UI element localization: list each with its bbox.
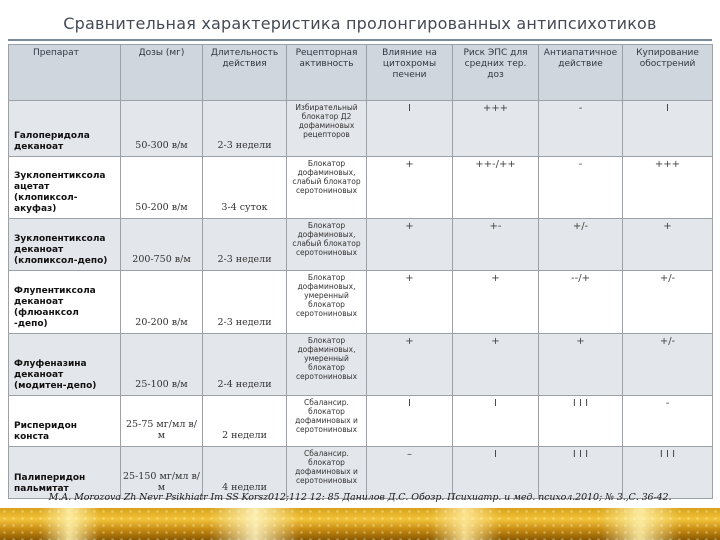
header-cyp: Влияние на цитохромы печени	[367, 45, 453, 101]
apathy-cell: --/+	[539, 271, 623, 334]
cyp-cell: +	[367, 219, 453, 271]
dose-cell: 20-200 в/м	[121, 271, 203, 334]
apathy-cell: +/-	[539, 219, 623, 271]
receptor-cell: Блокатор дофаминовых, умеренный блокатор серотониновых	[287, 271, 367, 334]
table-row	[9, 447, 713, 499]
header-dose: Дозы (мг)	[121, 45, 203, 101]
eps-cell: +	[453, 334, 539, 396]
exacerbation-cell: -	[623, 396, 713, 447]
drug-name: Флупентиксола деканоат (флюанксол -депо)	[9, 271, 121, 334]
receptor-cell: Избирательный блокатор Д2 дофаминовых рецепторов	[287, 101, 367, 157]
header-duration: Длительность действия	[203, 45, 287, 101]
header-exacerbation: Купирование обострений	[623, 45, 713, 101]
header-receptor: Рецепторная активность	[287, 45, 367, 101]
apathy-cell: I I I	[539, 396, 623, 447]
duration-cell: 2-4 недели	[203, 334, 287, 396]
drug-name: Галоперидола деканоат	[9, 101, 121, 157]
decorative-banner	[0, 508, 720, 540]
cyp-cell: –	[367, 447, 453, 499]
apathy-cell: -	[539, 157, 623, 219]
dose-cell: 200-750 в/м	[121, 219, 203, 271]
exacerbation-cell: I	[623, 101, 713, 157]
eps-cell: +++	[453, 101, 539, 157]
eps-cell: I	[453, 396, 539, 447]
dose-cell: 50-200 в/м	[121, 157, 203, 219]
duration-cell: 4 недели	[203, 447, 287, 499]
cyp-cell: +	[367, 271, 453, 334]
duration-cell: 2-3 недели	[203, 271, 287, 334]
exacerbation-cell: I I I	[623, 447, 713, 499]
apathy-cell: -	[539, 101, 623, 157]
dose-cell: 25-150 мг/мл в/м	[121, 447, 203, 499]
receptor-cell: Сбалансир. блокатор дофаминовых и серотониновых	[287, 447, 367, 499]
dose-cell: 25-75 мг/мл в/м	[121, 396, 203, 447]
header-apathy: Антиапатичное действие	[539, 45, 623, 101]
table-row	[9, 157, 713, 219]
exacerbation-cell: +	[623, 219, 713, 271]
cyp-cell: I	[367, 101, 453, 157]
drug-name: Рисперидон конста	[9, 396, 121, 447]
table-row	[9, 396, 713, 447]
exacerbation-cell: +++	[623, 157, 713, 219]
slide-title: Сравнительная характеристика пролонгированных антипсихотиков	[63, 14, 657, 33]
header-drug: Препарат	[9, 45, 121, 101]
drug-name: Флуфеназина деканоат (модитен-депо)	[9, 334, 121, 396]
cyp-cell: +	[367, 334, 453, 396]
apathy-cell: +	[539, 334, 623, 396]
receptor-cell: Блокатор дофаминовых, умеренный блокатор серотониновых	[287, 334, 367, 396]
table-row	[9, 271, 713, 334]
apathy-cell: I I I	[539, 447, 623, 499]
drug-name: Зуклопентиксола ацетат (клопиксол- акуфаз)	[9, 157, 121, 219]
eps-cell: +-	[453, 219, 539, 271]
eps-cell: ++-/++	[453, 157, 539, 219]
table-row	[9, 101, 713, 157]
receptor-cell: Блокатор дофаминовых, слабый блокатор серотониновых	[287, 157, 367, 219]
duration-cell: 3-4 суток	[203, 157, 287, 219]
table-row	[9, 219, 713, 271]
title-divider	[8, 39, 712, 41]
eps-cell: +	[453, 271, 539, 334]
duration-cell: 2-3 недели	[203, 219, 287, 271]
receptor-cell: Сбалансир. блокатор дофаминовых и серотониновых	[287, 396, 367, 447]
cyp-cell: I	[367, 396, 453, 447]
exacerbation-cell: +/-	[623, 334, 713, 396]
cyp-cell: +	[367, 157, 453, 219]
table-header-row	[9, 45, 713, 101]
table-row	[9, 334, 713, 396]
drug-name: Палиперидон пальмитат	[9, 447, 121, 499]
duration-cell: 2-3 недели	[203, 101, 287, 157]
drug-name: Зуклопентиксола деканоат (клопиксол-депо)	[9, 219, 121, 271]
comparison-table-container	[8, 44, 712, 494]
banner-texture	[0, 508, 720, 540]
dose-cell: 25-100 в/м	[121, 334, 203, 396]
dose-cell: 50-300 в/м	[121, 101, 203, 157]
eps-cell: I	[453, 447, 539, 499]
citation-footer: М.А. Morozova Zh Nevr Psikhiatr Im SS Korsz012;112 12: 85 Данилов Д.С. Обозр. Психиатр. и мед. психол.2010; № 3.,С. 36-42.	[48, 492, 672, 503]
duration-cell: 2 недели	[203, 396, 287, 447]
header-eps: Риск ЭПС для средних тер. доз	[453, 45, 539, 101]
exacerbation-cell: +/-	[623, 271, 713, 334]
receptor-cell: Блокатор дофаминовых, слабый блокатор серотониновых	[287, 219, 367, 271]
comparison-table	[8, 44, 713, 499]
